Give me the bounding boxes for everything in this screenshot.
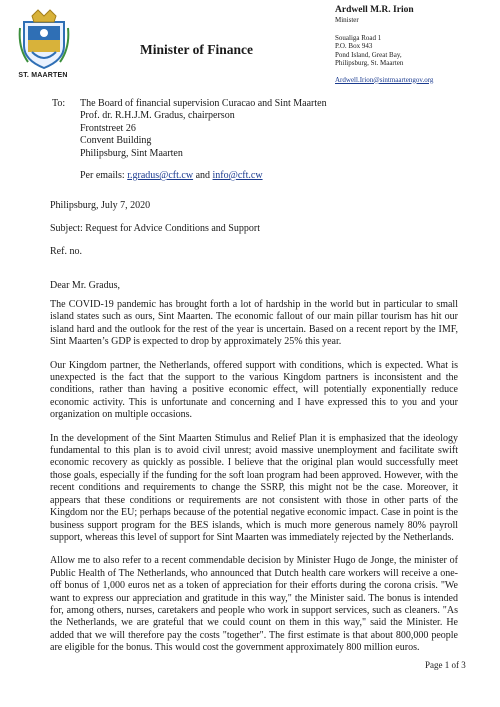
recipient-emails — [80, 170, 263, 181]
sender-address-line: Pond Island, Great Bay, — [335, 50, 402, 59]
body-paragraph: Allow me to also refer to a recent commendable decision by Minister Hugo de Jonge, the minister of Public Health of The Netherlands, who announced that Dutch health care workers will receive a one-off bonus of 1,000 euros net as a token of appreciation for their efforts during the corona crisis. "We want to express our appreciation and gratitude in this way," the Minister said. The bonus is intended for, among others, nurses, caretakers and people who work in support services, such as cleaners. "As the Netherlands, we are grateful that we could count on them in this way," said the Minister. He added that we will therefore pay the costs "together". The first estimate is that about 800,000 people are eligible for the bonus. This would cost the government approximately 800 million euros. — [50, 555, 458, 654]
sender-name: Ardwell M.R. Irion — [335, 5, 414, 15]
sender-email-link[interactable]: Ardwell.Irion@sintmaartengov.org — [335, 75, 434, 84]
office-title: Minister of Finance — [140, 42, 253, 57]
emails-prefix: Per emails: — [80, 170, 128, 181]
reference-line: Ref. no. — [50, 246, 82, 257]
sender-role: Minister — [335, 16, 359, 24]
logo-caption: ST. MAARTEN — [18, 72, 68, 79]
recipient-line: Frontstreet 26 — [80, 122, 136, 134]
sender-address-line: Philipsburg, St. Maarten — [335, 59, 404, 67]
email-link-info[interactable]: info@cft.cw — [212, 170, 263, 181]
recipient-line: Convent Building — [80, 135, 152, 147]
emails-join: and — [193, 170, 213, 181]
recipient-line: The Board of financial supervision Curacao and Sint Maarten — [80, 98, 327, 109]
email-link-gradus[interactable]: r.gradus@cft.cw — [127, 170, 194, 181]
coat-of-arms-logo — [18, 8, 70, 70]
recipient-line: Philipsburg, Sint Maarten — [80, 147, 183, 159]
body-paragraph: In the development of the Sint Maarten Stimulus and Relief Plan it is emphasized that the ideology fundamental to this plan is to avoid civil unrest; avoid massive unemployment and facilitate swift economic recovery as quickly as possible. I believe that the original plan would successfully meet those goals, especially if the funding for the soft loan program had been approved. However, with the recent conditions and requirements to change the SSRP, this might not be the case. Moreover, it appears that these conditions or requirements are not consistent with those in other parts of the Kingdom nor the EU; perhaps because of the potential negative economic impact. Case in point is the business support program for the BES islands, which is much more generous namely 80% payroll support, whereas this level of support for Sint Maarten was immediately rejected by the Netherlands. — [50, 432, 458, 543]
recipient-block — [80, 98, 327, 160]
body-paragraph: Our Kingdom partner, the Netherlands, offered support with conditions, which is expected. What is unexpected is the fact that the support to the various Kingdom partners is inconsistent and the conditions, rather than having a positive economic effect, will potentially exponentially reduce economic activity. This is unfortunate and concerning and I have expressed this to you and your organization on multiple occasions. — [50, 359, 458, 421]
to-label: To: — [52, 98, 66, 109]
sender-address-line: Soualiga Road 1 — [335, 33, 382, 42]
body-paragraph: The COVID-19 pandemic has brought forth a lot of hardship in the world but in particular to small island states such as ours, Sint Maarten. The economic fallout of our main pillar tourism has hit our island hard and the outlook for the rest of the year is uncertain. Based on a recent report by the IMF, Sint Maarten’s GDP is expected to drop by approximately 25% this year. — [50, 299, 458, 348]
sender-address-line: P.O. Box 943 — [335, 42, 373, 50]
letter-body — [50, 299, 458, 666]
sender-block — [335, 5, 495, 84]
subject-line: Subject: Request for Advice Conditions and Support — [50, 223, 260, 234]
salutation: Dear Mr. Gradus, — [50, 280, 120, 291]
page-number: Page 1 of 3 — [425, 660, 466, 670]
date-line: Philipsburg, July 7, 2020 — [50, 200, 151, 211]
recipient-line: Prof. dr. R.H.J.M. Gradus, chairperson — [80, 110, 235, 122]
